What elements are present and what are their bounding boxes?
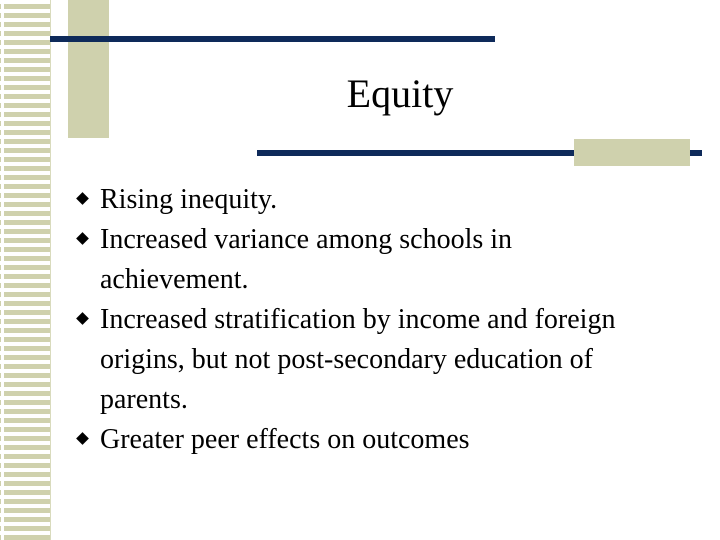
- diamond-bullet-icon: [76, 432, 89, 445]
- bullet-text: Greater peer effects on outcomes: [100, 424, 470, 455]
- bullet-text: Increased variance among schools in achievement.: [100, 224, 513, 295]
- bullet-item: [76, 180, 636, 220]
- bullet-text: Rising inequity.: [100, 184, 278, 215]
- slide-title: Equity: [346, 71, 454, 116]
- bullet-item: [76, 220, 636, 300]
- left-stripe-decoration: [0, 0, 51, 540]
- title-rule-top: [50, 36, 495, 42]
- bullet-list: [76, 180, 636, 460]
- diamond-bullet-icon: [76, 232, 89, 245]
- olive-accent-block-top: [68, 0, 109, 138]
- bullet-item: [76, 300, 636, 420]
- bullet-text: Increased stratification by income and foreign origins, but not post-secondary education of parents.: [100, 304, 616, 415]
- diamond-bullet-icon: [76, 312, 89, 325]
- diamond-bullet-icon: [76, 192, 89, 205]
- bullet-item: [76, 420, 636, 460]
- olive-accent-block-right: [574, 139, 690, 166]
